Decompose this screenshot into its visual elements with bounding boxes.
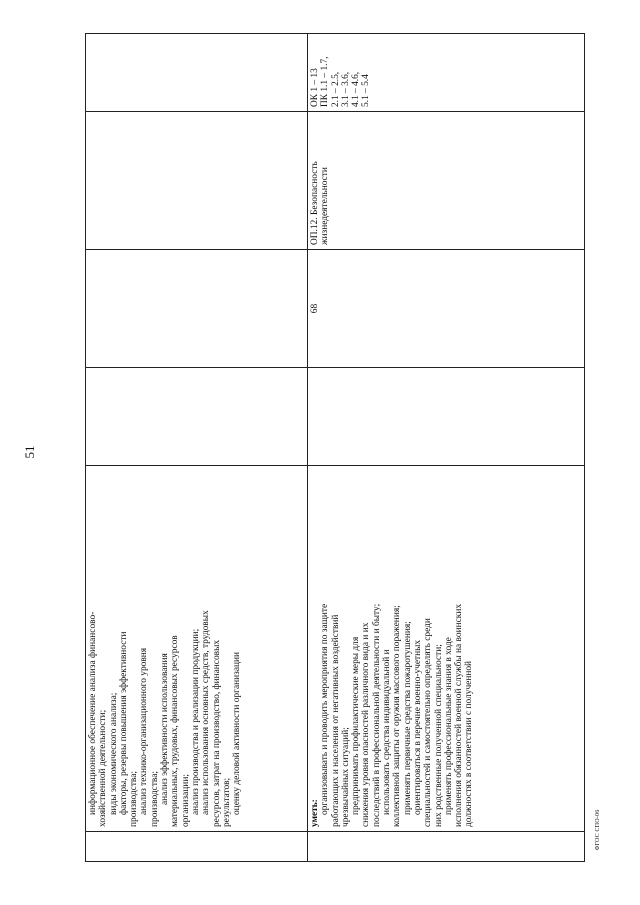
empty-cell <box>86 250 308 368</box>
table-row <box>86 34 308 862</box>
footer-code: ФГОС СПО-06 <box>595 809 601 851</box>
knowledge-line: организации; <box>180 774 191 827</box>
knowledge-line: анализ технико-организационного уровня <box>139 647 150 815</box>
skills-line: последствий в профессиональной деятельности и быту; <box>371 603 382 827</box>
knowledge-lines <box>88 470 242 827</box>
knowledge-line: анализ производства и реализации продукции; <box>190 628 201 815</box>
skills-line: работающих и населения от негативных воздействий <box>330 614 341 827</box>
competency-code: ОК 1 – 13 <box>310 68 320 107</box>
knowledge-line: факторы, резервы повышения эффективности <box>118 631 129 815</box>
empty-cell <box>86 368 308 466</box>
discipline-name: ОП.12. Безопасность жизнедеятельности <box>310 161 331 245</box>
knowledge-line: хозяйственной деятельности; <box>98 709 109 827</box>
empty-cell <box>86 34 308 112</box>
page-number: 51 <box>22 445 37 459</box>
curriculum-table <box>85 33 585 862</box>
empty-cell <box>308 368 585 466</box>
skills-cell <box>308 466 585 832</box>
skills-line: использовать средства индивидуальной и <box>382 649 393 815</box>
skills-line: применять первичные средства пожаротушения; <box>402 621 413 815</box>
table-row <box>308 34 585 862</box>
hours-value: 68 <box>310 303 320 314</box>
knowledge-line: информационное обеспечение анализа финансово- <box>88 611 98 815</box>
skills-line: них родственные полученной специальности; <box>433 644 444 827</box>
knowledge-line: результатов; <box>221 777 232 827</box>
knowledge-line: производства; <box>129 771 140 827</box>
skills-line: чрезвычайных ситуаций; <box>340 727 351 827</box>
knowledge-line: оценку деловой активности организации <box>232 651 243 815</box>
empty-cell <box>86 112 308 250</box>
knowledge-line: анализ использования основных средств, трудовых <box>201 610 212 815</box>
knowledge-line: ресурсов, затрат на производство, финансовых <box>211 639 222 827</box>
competency-code: 4.1 – 4.6, <box>351 71 362 107</box>
competencies-cell <box>308 34 585 112</box>
knowledge-line: анализ эффективности использования <box>160 653 171 805</box>
knowledge-line: виды экономического анализа; <box>108 692 119 815</box>
skills-line: предпринимать профилактические меры для <box>351 636 362 815</box>
hours-cell <box>308 250 585 368</box>
competency-code: 3.1 – 3.6, <box>340 71 351 107</box>
index-cell <box>308 832 585 862</box>
skills-line: исполнения обязанностей военной службы на воинских <box>454 603 465 827</box>
skills-line: снижения уровня опасностей различного вида и их <box>361 622 372 827</box>
curriculum-table-rotated <box>85 34 585 862</box>
discipline-cell <box>308 112 585 250</box>
competency-code: 5.1 – 5.4 <box>361 74 372 107</box>
skills-lines <box>320 470 474 827</box>
knowledge-line: материальных, трудовых, финансовых ресурсов <box>170 635 181 827</box>
skills-line: должностях в соответствии с полученной <box>464 660 475 827</box>
skills-line: коллективной защиты от оружия массового поражения; <box>392 605 403 827</box>
skills-line: организовывать и проводить мероприятия по защите <box>320 603 331 815</box>
knowledge-cell <box>86 466 308 832</box>
skills-line: специальностей и самостоятельно определять среди <box>423 618 434 827</box>
competency-code: ПК 1.1 – 1.7, <box>320 56 331 107</box>
skills-heading: уметь: <box>310 799 320 827</box>
index-cell <box>86 832 308 862</box>
competency-code: 2.1 – 2.5, <box>330 71 341 107</box>
knowledge-line: производства; <box>149 771 160 827</box>
competencies-list <box>310 38 372 107</box>
skills-line: ориентироваться в перечне военно-учетных <box>412 639 423 815</box>
skills-line: применять профессиональные знания в ходе <box>443 637 454 815</box>
